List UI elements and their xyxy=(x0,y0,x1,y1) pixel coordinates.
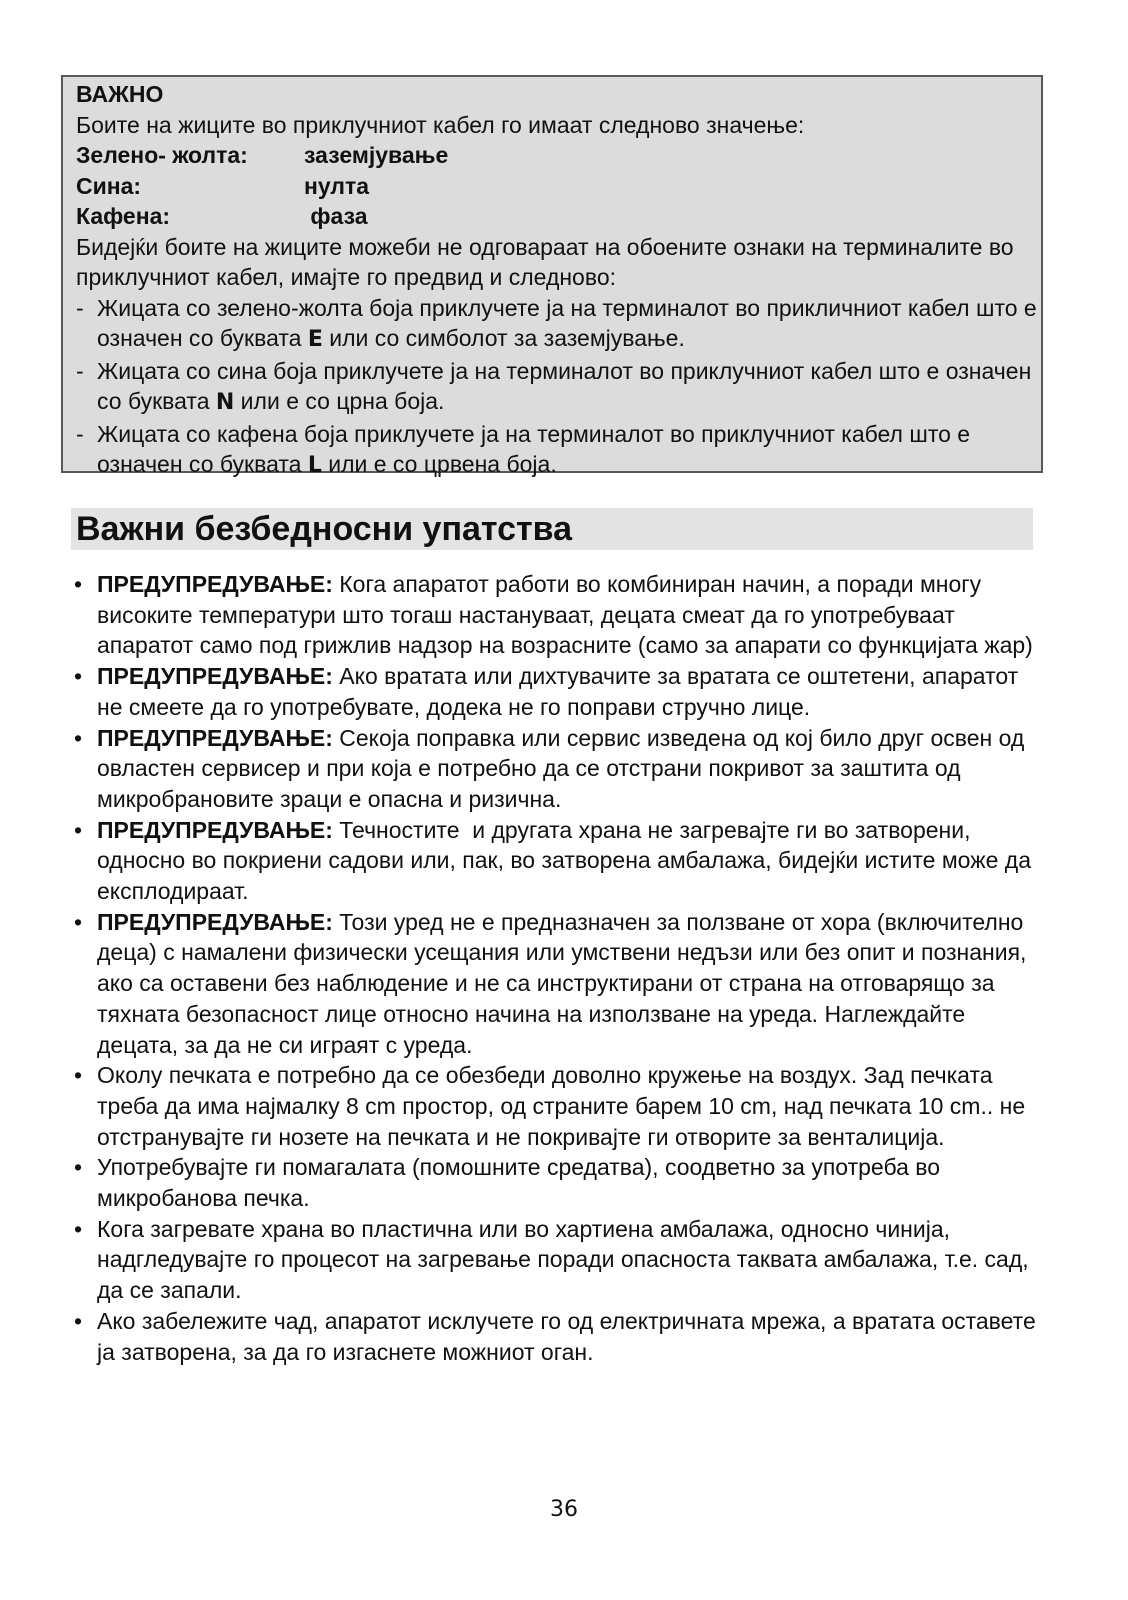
list-item-text xyxy=(97,1214,1044,1306)
bullet-icon: • xyxy=(74,724,83,751)
warning-label: ПРЕДУПРЕДУВАЊЕ: xyxy=(97,816,333,843)
list-item xyxy=(74,569,1044,661)
wire-meaning: нулта xyxy=(304,172,370,199)
wire-label: Зелено- жолта: xyxy=(76,142,248,168)
dash-marker: - xyxy=(76,357,84,384)
wire-label: Сина: xyxy=(76,172,142,199)
bullet-icon: • xyxy=(74,1215,83,1242)
important-box xyxy=(61,75,1043,478)
dash-text xyxy=(97,293,1041,356)
list-item-text xyxy=(97,907,1044,1061)
important-intro: Боите на жиците во приклучниот кабел го имаат следново значење: xyxy=(76,111,805,138)
dash-text xyxy=(97,419,1041,482)
section-heading: Важни безбедносни упатства xyxy=(71,508,1033,550)
important-title: ВАЖНО xyxy=(76,81,164,107)
item-text: Ако вратата или дихтувачите за вратата се оштетени, апаратот не смеете да го употребувате, додека не го поправи стручно лице. xyxy=(97,663,1019,720)
list-item xyxy=(74,1214,1044,1306)
list-item xyxy=(74,1060,1044,1152)
wire-label: Кафена: xyxy=(76,203,171,229)
dash-text-after: или е со црна боја. xyxy=(234,388,445,414)
wire-meaning: фаза xyxy=(304,203,368,229)
list-item-text xyxy=(97,1152,1044,1213)
bullet-icon: • xyxy=(74,571,83,597)
bullet-icon: • xyxy=(74,1062,83,1089)
wire-row xyxy=(76,171,1041,202)
bullet-icon: • xyxy=(74,663,83,690)
item-text: Употребувајте ги помагалата (помошните средатва), соодветно за употреба во микробанова печка. xyxy=(97,1154,941,1212)
list-item-text xyxy=(97,815,1044,907)
list-item-text xyxy=(97,1306,1044,1367)
list-item-text xyxy=(97,1060,1044,1152)
important-note: Бидејќи боите на жиците можеби не одговараат на обоените ознаки на терминалите во приклучниот кабел, имајте го предвид и следново: xyxy=(76,233,1014,290)
dash-item xyxy=(76,419,1041,482)
dash-item xyxy=(76,293,1041,356)
dash-item xyxy=(76,356,1041,419)
list-item xyxy=(74,661,1044,722)
list-item xyxy=(74,1306,1044,1367)
list-item-text xyxy=(97,723,1044,815)
list-item xyxy=(74,907,1044,1061)
wire-row xyxy=(76,201,1041,232)
safety-list xyxy=(74,569,1044,1367)
terminal-letter: N xyxy=(215,390,235,415)
list-item xyxy=(74,723,1044,815)
item-text: Кога апаратот работи во комбиниран начин, а поради многу високите температури што тогаш настануваат, децата смеат да го употребуваат апаратот само под грижлив надзор на возрасните (само за апарати со функцијата жар) xyxy=(97,571,1033,659)
bullet-icon: • xyxy=(74,908,83,935)
item-text: Този уред не е предназначен за ползване от хора (включително деца) с намалени физически усещания или умствени недъзи или без опит и познания, ако са оставени без наблюдение и не са инструктирани от страна на отговарящо за тяхната безопасност лице относно начина на използване на уреда. Наглеждайте децата, за да не си играят с уреда. xyxy=(97,908,1027,1058)
item-text: Течностите и другата храна не загревајте ги во затворени, односно во покриени садови или, пак, во затворена амбалажа, бидејќи истите може да експлодираат. xyxy=(97,816,1038,905)
bullet-icon: • xyxy=(74,816,83,843)
dash-text-before: Жицата со сина боја приклучете ја на терминалот во приклучниот кабел што е означен со буквата xyxy=(97,357,1032,414)
wire-row xyxy=(76,140,1041,171)
bullet-icon: • xyxy=(74,1154,83,1181)
dash-marker: - xyxy=(76,294,84,321)
dash-text-after: или е со црвена боја. xyxy=(321,451,557,477)
item-text: Секоја поправка или сервис изведена од кој било друг освен од овластен сервисер и при која е потребно да се отстрани покривот за заштита од микробрановите зраци е опасна и ризична. xyxy=(97,724,1025,812)
item-text: Ако забележите чад, апаратот исклучете го од електричната мрежа, а вратата оставете ја затворена, за да го изгаснете можниот оган. xyxy=(97,1307,1036,1365)
warning-label: ПРЕДУПРЕДУВАЊЕ: xyxy=(97,571,333,597)
warning-label: ПРЕДУПРЕДУВАЊЕ: xyxy=(97,724,333,751)
terminal-letter: L xyxy=(307,453,322,478)
dash-text xyxy=(97,356,1041,419)
dash-text-before: Жицата со зелено-жолта боја приклучете ја на терминалот во прикличниот кабел што е означен со буквата xyxy=(97,294,1037,351)
wire-meaning: заземјување xyxy=(304,142,449,168)
dash-text-after: или со симболот за заземјување. xyxy=(322,325,685,351)
item-text: Околу печката е потребно да се обезбеди доволно кружење на воздух. Зад печката треба да има најмалку 8 cm простор, од страните барем 10 cm, над печката 10 cm.. не отстранувајте ги нозете на печката и не покривајте ги отворите за венталиција. xyxy=(97,1062,1026,1150)
list-item xyxy=(74,815,1044,907)
warning-label: ПРЕДУПРЕДУВАЊЕ: xyxy=(97,663,333,690)
list-item-text xyxy=(97,661,1044,722)
bullet-icon: • xyxy=(74,1307,83,1334)
dash-text-before: Жицата со кафена боја приклучете ја на терминалот во приклучниот кабел што е означен со буквата xyxy=(97,420,971,477)
page-number: 36 xyxy=(550,1497,578,1522)
list-item-text xyxy=(97,569,1044,661)
item-text: Кога загревате храна во пластична или во хартиена амбалажа, односно чинија, надгледувајте го процесот на загревање поради опасноста таквата амбалажа, т.е. сад, да се запали. xyxy=(97,1215,1029,1304)
terminal-letter: E xyxy=(307,327,323,352)
dash-marker: - xyxy=(76,420,84,447)
warning-label: ПРЕДУПРЕДУВАЊЕ: xyxy=(97,908,333,935)
list-item xyxy=(74,1152,1044,1213)
